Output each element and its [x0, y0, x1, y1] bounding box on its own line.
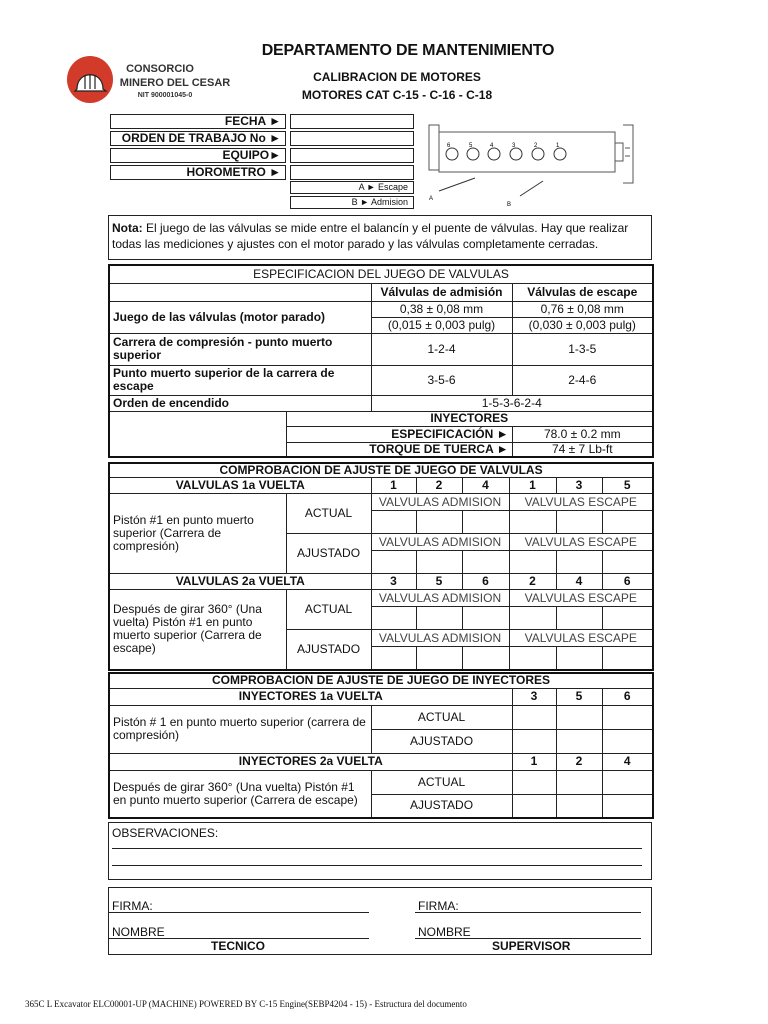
- valve-actual-input[interactable]: [509, 607, 556, 630]
- lash-esc-in: (0,030 ± 0,003 pulg): [512, 317, 653, 333]
- field-label-fecha: FECHA ►: [110, 114, 286, 129]
- valve-actual-input[interactable]: [556, 607, 602, 630]
- ajustado-label: AJUSTADO: [286, 630, 371, 670]
- valve-actual-input[interactable]: [556, 511, 602, 534]
- cyl-5: 5: [469, 143, 473, 149]
- supervisor-label: SUPERVISOR: [492, 939, 571, 953]
- injector-actual-input[interactable]: [512, 705, 556, 729]
- tecnico-label: TECNICO: [211, 939, 265, 953]
- orden-input[interactable]: [290, 131, 414, 146]
- injector-spec-label: ESPECIFICACIÓN ►: [286, 426, 512, 442]
- cylinder-number: 2: [509, 574, 556, 590]
- valve-actual-input[interactable]: [462, 607, 509, 630]
- exhaust-esc: 2-4-6: [512, 365, 653, 395]
- valve-actual-input[interactable]: [371, 607, 416, 630]
- spec-title: ESPECIFICACION DEL JUEGO DE VALVULAS: [109, 265, 653, 283]
- ajustado-label: AJUSTADO: [371, 794, 512, 818]
- valve-ajustado-input[interactable]: [462, 647, 509, 670]
- tecnico-firma-line[interactable]: [109, 912, 369, 913]
- subtitle: CALIBRACION DE MOTORES: [313, 70, 481, 84]
- cylinder-number: 3: [556, 478, 602, 494]
- valve-actual-input[interactable]: [462, 511, 509, 534]
- col-escape: Válvulas de escape: [512, 283, 653, 301]
- company-name-1: CONSORCIO: [126, 63, 194, 75]
- cylinder-number: 5: [602, 478, 653, 494]
- valve-round-label: VALVULAS 2a VUELTA: [109, 574, 371, 590]
- cylinder-number: 1: [509, 478, 556, 494]
- valve-actual-input[interactable]: [509, 511, 556, 534]
- injector-actual-input[interactable]: [556, 770, 602, 794]
- valve-ajustado-input[interactable]: [462, 551, 509, 574]
- injector-actual-input[interactable]: [602, 705, 653, 729]
- injector-round-description: Después de girar 360° (Una vuelta) Pistón #1 en punto muerto superior (Carrera de escape): [109, 770, 371, 818]
- tecnico-firma-label: FIRMA:: [112, 899, 153, 913]
- cylinder-number: 5: [416, 574, 462, 590]
- injector-actual-input[interactable]: [512, 770, 556, 794]
- injector-ajustado-input[interactable]: [556, 729, 602, 753]
- cylinder-number: 3: [371, 574, 416, 590]
- admision-header: VALVULAS ADMISION: [371, 630, 509, 647]
- compression-label: Carrera de compresión - punto muerto superior: [109, 333, 371, 365]
- field-label-orden: ORDEN DE TRABAJO No ►: [110, 131, 286, 146]
- equipo-input[interactable]: [290, 148, 414, 163]
- escape-header: VALVULAS ESCAPE: [509, 630, 653, 647]
- cylinder-number: 4: [602, 753, 653, 770]
- cylinder-number: 6: [462, 574, 509, 590]
- injector-round-label: INYECTORES 2a VUELTA: [109, 753, 512, 770]
- firing-value: 1-5-3-6-2-4: [371, 395, 653, 411]
- injector-ajustado-input[interactable]: [556, 794, 602, 818]
- injector-actual-input[interactable]: [602, 770, 653, 794]
- observations-box: [108, 822, 652, 880]
- valve-ajustado-input[interactable]: [556, 647, 602, 670]
- compression-adm: 1-2-4: [371, 333, 512, 365]
- injector-ajustado-input[interactable]: [602, 729, 653, 753]
- cylinder-number: 3: [512, 688, 556, 705]
- exhaust-adm: 3-5-6: [371, 365, 512, 395]
- company-name-2: MINERO DEL CESAR: [119, 77, 231, 89]
- injector-round-description: Pistón # 1 en punto muerto superior (carrera de compresión): [109, 705, 371, 753]
- firing-label: Orden de encendido: [109, 395, 371, 411]
- injector-check-title: COMPROBACION DE AJUSTE DE JUEGO DE INYECTORES: [109, 673, 653, 688]
- label-b: B: [507, 202, 512, 208]
- valve-round-description: Pistón #1 en punto muerto superior (Carrera de compresión): [109, 494, 286, 574]
- injector-spec-value: 78.0 ± 0.2 mm: [512, 426, 653, 442]
- observations-line[interactable]: [112, 848, 642, 849]
- cylinder-number: 6: [602, 688, 653, 705]
- admision-header: VALVULAS ADMISION: [371, 590, 509, 607]
- cylinder-number: 1: [371, 478, 416, 494]
- valve-actual-input[interactable]: [416, 511, 462, 534]
- lash-esc-mm: 0,76 ± 0,08 mm: [512, 301, 653, 317]
- valve-ajustado-input[interactable]: [602, 647, 653, 670]
- label-a: A: [429, 196, 434, 202]
- ajustado-label: AJUSTADO: [371, 729, 512, 753]
- legend-admision: B ► Admision: [290, 196, 414, 209]
- valve-check-title: COMPROBACION DE AJUSTE DE JUEGO DE VALVULAS: [109, 463, 653, 478]
- note-label: Nota:: [112, 221, 143, 235]
- observations-label: OBSERVACIONES:: [112, 826, 219, 840]
- lash-adm-mm: 0,38 ± 0,08 mm: [371, 301, 512, 317]
- escape-header: VALVULAS ESCAPE: [509, 590, 653, 607]
- company-nit: NIT 900001045-0: [137, 92, 193, 99]
- torque-label: TORQUE DE TUERCA ►: [286, 442, 512, 457]
- engine-valve-diagram: [425, 118, 645, 213]
- injector-actual-input[interactable]: [556, 705, 602, 729]
- field-label-horometro: HOROMETRO ►: [110, 165, 286, 180]
- cylinder-number: 2: [416, 478, 462, 494]
- cylinder-number: 5: [556, 688, 602, 705]
- cyl-3: 3: [512, 143, 516, 149]
- observations-line[interactable]: [112, 865, 642, 866]
- valve-actual-input[interactable]: [371, 511, 416, 534]
- ajustado-label: AJUSTADO: [286, 534, 371, 574]
- field-label-equipo: EQUIPO►: [110, 148, 286, 163]
- tecnico-nombre-label: NOMBRE: [112, 925, 165, 939]
- valve-spec-table: [108, 264, 654, 458]
- admision-header: VALVULAS ADMISION: [371, 534, 509, 551]
- page-title: DEPARTAMENTO DE MANTENIMIENTO: [261, 42, 555, 59]
- escape-header: VALVULAS ESCAPE: [509, 534, 653, 551]
- valve-ajustado-input[interactable]: [602, 551, 653, 574]
- actual-label: ACTUAL: [286, 494, 371, 534]
- valve-ajustado-input[interactable]: [509, 647, 556, 670]
- note-box: [108, 215, 652, 260]
- valve-check-table: [108, 462, 654, 671]
- valve-actual-input[interactable]: [602, 607, 653, 630]
- exhaust-label: Punto muerto superior de la carrera de escape: [109, 365, 371, 395]
- note-text: El juego de las válvulas se mide entre el balancín y el puente de válvulas. Hay que realizar todas las mediciones y ajustes con el motor parado y las válvulas completamente cerradas.: [112, 221, 629, 251]
- injector-ajustado-input[interactable]: [512, 729, 556, 753]
- injector-round-label: INYECTORES 1a VUELTA: [109, 688, 512, 705]
- fecha-input[interactable]: [290, 114, 414, 129]
- admision-header: VALVULAS ADMISION: [371, 494, 509, 511]
- cyl-6: 6: [447, 143, 451, 149]
- injector-check-table: [108, 672, 654, 819]
- valve-ajustado-input[interactable]: [416, 647, 462, 670]
- valve-actual-input[interactable]: [416, 607, 462, 630]
- cylinder-number: 2: [556, 753, 602, 770]
- actual-label: ACTUAL: [371, 705, 512, 729]
- cyl-1: 1: [556, 143, 560, 149]
- page-footer: 365C L Excavator ELC00001-UP (MACHINE) POWERED BY C-15 Engine(SEBP4204 - 15) - Estructura del documento: [25, 999, 467, 1009]
- compression-esc: 1-3-5: [512, 333, 653, 365]
- valve-actual-input[interactable]: [602, 511, 653, 534]
- supervisor-nombre-label: NOMBRE: [418, 925, 471, 939]
- valve-round-description: Después de girar 360° (Una vuelta) Pistón #1 en punto muerto superior (Carrera de escape): [109, 590, 286, 670]
- cylinder-number: 6: [602, 574, 653, 590]
- injectors-title: INYECTORES: [286, 411, 653, 426]
- lash-adm-in: (0,015 ± 0,003 pulg): [371, 317, 512, 333]
- valve-ajustado-input[interactable]: [556, 551, 602, 574]
- cylinder-number: 1: [512, 753, 556, 770]
- legend-escape: A ► Escape: [290, 181, 414, 194]
- valve-ajustado-input[interactable]: [509, 551, 556, 574]
- cyl-2: 2: [534, 143, 538, 149]
- cylinder-number: 4: [462, 478, 509, 494]
- cyl-4: 4: [490, 143, 494, 149]
- col-admision: Válvulas de admisión: [371, 283, 512, 301]
- supervisor-firma-line[interactable]: [415, 912, 641, 913]
- torque-value: 74 ± 7 Lb-ft: [512, 442, 653, 457]
- escape-header: VALVULAS ESCAPE: [509, 494, 653, 511]
- supervisor-firma-label: FIRMA:: [418, 899, 459, 913]
- signatures-box: [108, 887, 652, 955]
- lash-label: Juego de las válvulas (motor parado): [109, 301, 371, 333]
- injector-ajustado-input[interactable]: [512, 794, 556, 818]
- engine-models: MOTORES CAT C-15 - C-16 - C-18: [301, 88, 493, 102]
- injector-ajustado-input[interactable]: [602, 794, 653, 818]
- valve-ajustado-input[interactable]: [416, 551, 462, 574]
- actual-label: ACTUAL: [371, 770, 512, 794]
- cylinder-number: 4: [556, 574, 602, 590]
- actual-label: ACTUAL: [286, 590, 371, 630]
- valve-ajustado-input[interactable]: [371, 551, 416, 574]
- horometro-input[interactable]: [290, 165, 414, 180]
- valve-round-label: VALVULAS 1a VUELTA: [109, 478, 371, 494]
- valve-ajustado-input[interactable]: [371, 647, 416, 670]
